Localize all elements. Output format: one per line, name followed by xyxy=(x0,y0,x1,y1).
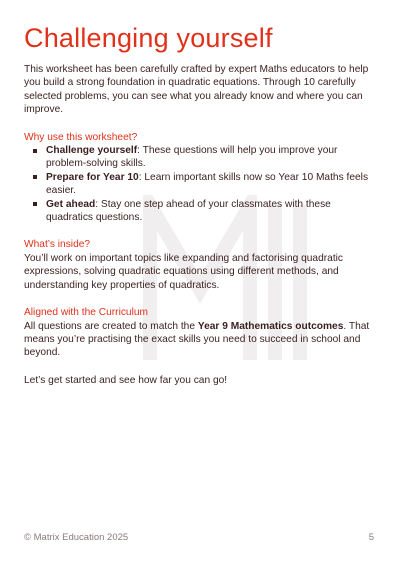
list-item xyxy=(46,171,380,198)
curriculum-text-end: . That means you’re practising the exact skills you need to succeed in school and beyond. xyxy=(24,320,370,359)
list-item-text: : These questions will help you improve your problem-solving skills. xyxy=(46,145,338,170)
list-item-text: : Stay one step ahead of your classmates with these quadratics questions. xyxy=(46,198,331,224)
curriculum-outcomes-bold: Year 9 Mathematics outcomes xyxy=(197,320,344,332)
inside-paragraph: You’ll work on important topics like expanding and factorising quadratic expressions, solving quadratic equations using different methods, and understanding key properties of quadratics. xyxy=(24,252,344,291)
curriculum-section xyxy=(24,306,380,360)
why-section xyxy=(24,131,380,225)
page-number: 5 xyxy=(368,532,374,543)
why-heading: Why use this worksheet? xyxy=(24,131,138,143)
page-footer xyxy=(24,532,374,543)
list-item-text: : Learn important skills now so Year 10 Maths feels easier. xyxy=(46,171,369,197)
copyright-text: © Matrix Education 2025 xyxy=(24,532,129,543)
list-item-bold: Prepare for Year 10 xyxy=(46,171,139,183)
list-item-bold: Get ahead xyxy=(46,198,96,210)
curriculum-paragraph xyxy=(24,320,380,360)
closing-line: Let’s get started and see how far you can go! xyxy=(24,374,228,386)
list-item xyxy=(46,144,380,171)
list-item xyxy=(46,198,380,225)
curriculum-text-start: All questions are created to match the xyxy=(24,320,198,332)
list-item-bold: Challenge yourself xyxy=(46,145,138,157)
worksheet-page xyxy=(24,22,380,387)
intro-paragraph: This worksheet has been carefully crafted by expert Maths educators to help you build a strong foundation in quadratic equations. Through 10 carefully selected problems, you can see what you already know and where you can improve. xyxy=(24,64,369,116)
why-list xyxy=(24,144,380,224)
page-title: Challenging yourself xyxy=(24,23,273,53)
inside-section xyxy=(24,238,380,292)
inside-heading: What’s inside? xyxy=(24,239,91,251)
curriculum-heading: Aligned with the Curriculum xyxy=(24,307,149,319)
